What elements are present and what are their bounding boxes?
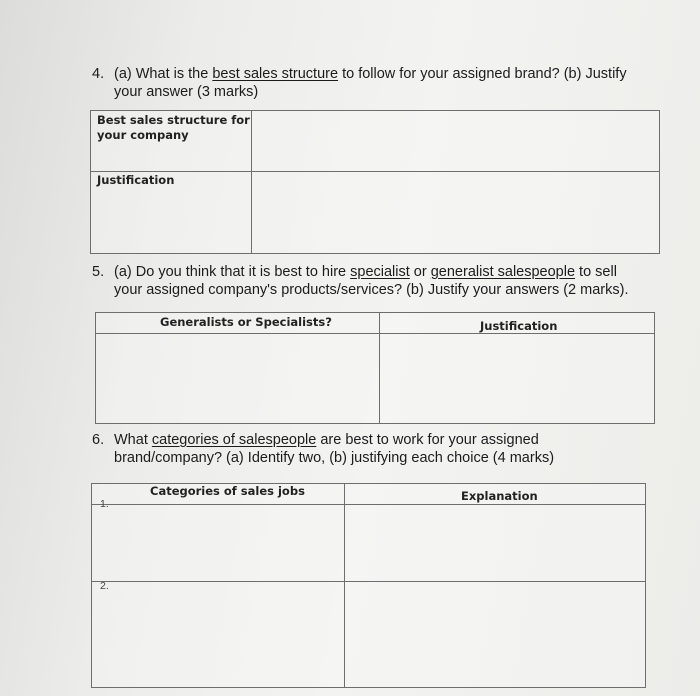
question-5-table-column-divider [379, 313, 380, 423]
best-sales-structure-answer-cell[interactable] [253, 113, 653, 169]
question-6-table [91, 483, 646, 688]
question-5-table [95, 312, 655, 424]
generalist-salespeople-term: generalist salespeople [430, 264, 576, 280]
generalists-or-specialists-answer-cell[interactable] [98, 336, 376, 421]
question-4-line-2: your answer (3 marks) [114, 84, 259, 100]
question-5-table-header-divider [96, 333, 654, 334]
best-sales-structure-label-line-2: your company [97, 128, 189, 142]
question-6-table-column-divider [344, 484, 345, 687]
category-1-answer-cell[interactable] [94, 508, 342, 578]
question-6-line-1-end: are best to work for your assigned [316, 432, 539, 448]
question-5-line-1-end: to sell [575, 264, 617, 280]
justification-answer-cell[interactable] [253, 174, 653, 250]
q5-justification-answer-cell[interactable] [382, 336, 652, 421]
question-4-table [90, 110, 660, 254]
row-1-number: 1. [100, 498, 109, 510]
question-6-table-header-divider [92, 504, 645, 505]
question-6-number: 6. [92, 432, 105, 448]
category-2-answer-cell[interactable] [94, 584, 342, 684]
question-6-text [114, 431, 674, 467]
row-2-number: 2. [100, 580, 109, 592]
question-4-line-1 [114, 65, 674, 83]
explanation-1-answer-cell[interactable] [347, 508, 643, 578]
question-4-line-1-end: to follow for your assigned brand? (b) Justify [338, 66, 627, 82]
best-sales-structure-label-line-1: Best sales structure for [97, 113, 250, 127]
question-6-line-1 [114, 431, 674, 449]
justification-label: Justification [97, 173, 175, 187]
question-5 [92, 263, 672, 303]
question-4-line-1-start: (a) What is the [114, 66, 213, 82]
question-4 [92, 65, 672, 105]
question-6-table-row-divider [92, 581, 645, 582]
explanation-header: Explanation [461, 489, 538, 503]
question-5-line-1-mid: or [409, 264, 431, 280]
question-5-line-2: your assigned company's products/services? (b) Justify your answers (2 marks). [114, 282, 629, 298]
categories-of-sales-jobs-header: Categories of sales jobs [150, 484, 305, 498]
specialist-term: specialist [350, 264, 410, 280]
question-4-table-row-divider [91, 171, 659, 172]
best-sales-structure-label [97, 113, 250, 143]
question-5-line-1 [114, 263, 674, 281]
question-6 [92, 431, 672, 471]
question-4-table-column-divider [251, 111, 252, 253]
question-5-line-1-start: (a) Do you think that it is best to hire [114, 264, 351, 280]
q5-justification-header: Justification [480, 319, 558, 333]
question-6-line-1-start: What [114, 432, 152, 448]
question-4-number: 4. [92, 66, 105, 82]
categories-of-salespeople-term: categories of salespeople [151, 432, 317, 448]
question-6-line-2: brand/company? (a) Identify two, (b) justifying each choice (4 marks) [114, 450, 555, 466]
explanation-2-answer-cell[interactable] [347, 584, 643, 684]
question-4-text [114, 65, 674, 101]
question-5-number: 5. [92, 264, 105, 280]
generalists-or-specialists-header: Generalists or Specialists? [160, 315, 332, 329]
best-sales-structure-term: best sales structure [212, 66, 339, 82]
question-5-text [114, 263, 674, 299]
